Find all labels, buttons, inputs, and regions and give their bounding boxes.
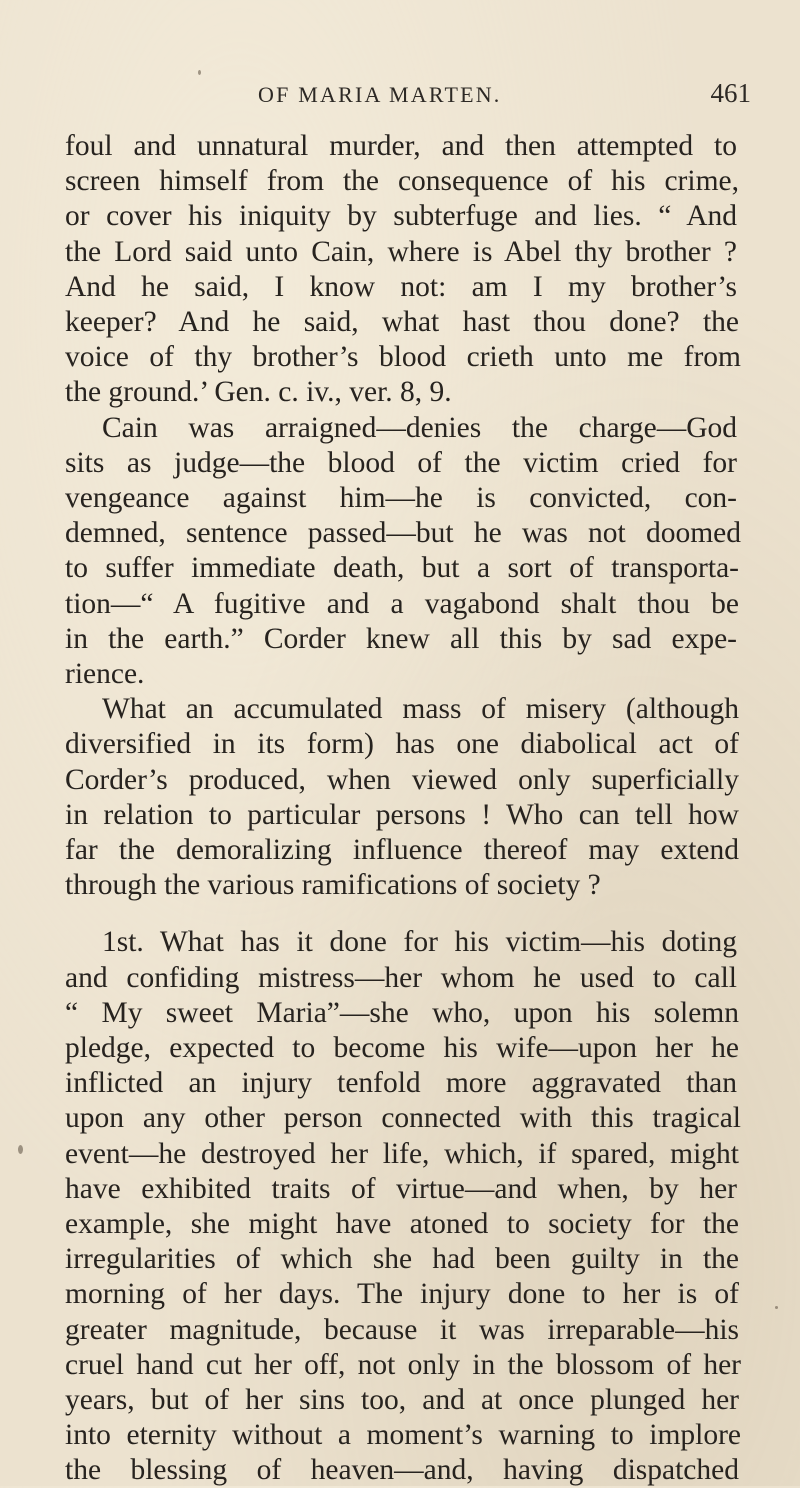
text-line: sits as judge—the blood of the victim cried for (65, 446, 737, 479)
text-line: screen himself from the consequence of his crime, (65, 165, 739, 198)
text-line: the blessing of heaven—and, having dispatched (65, 1454, 739, 1487)
text-line: in relation to particular persons ! Who can tell how (65, 798, 739, 831)
paper-speck (198, 70, 201, 75)
text-line: into eternity without a moment’s warning to implore (65, 1419, 741, 1452)
text-line: Cain was arraigned—denies the charge—God (102, 411, 737, 444)
text-line: diversified in its form) has one diabolical act of (65, 728, 739, 761)
text-line: event—he destroyed her life, which, if spared, might (65, 1137, 739, 1170)
page-number: 461 (710, 78, 751, 108)
text-line: demned, sentence passed—but he was not doomed (65, 517, 741, 550)
text-line: “ My sweet Maria”—she who, upon his solemn (65, 996, 739, 1029)
text-line: And he said, I know not: am I my brother’s (65, 270, 737, 303)
text-line: in the earth.” Corder knew all this by sad expe- (65, 622, 737, 655)
text-line: inflicted an injury tenfold more aggravated than (65, 1067, 737, 1100)
text-line: greater magnitude, because it was irreparable—his (65, 1313, 739, 1346)
text-line: and confiding mistress—her whom he used to call (65, 961, 737, 994)
text-line: keeper? And he said, what hast thou done? the (65, 306, 739, 338)
text-line: cruel hand cut her off, not only in the blossom of her (65, 1348, 741, 1381)
text-line: through the various ramifications of society ? (65, 869, 601, 902)
text-line: vengeance against him—he is convicted, con- (65, 482, 737, 514)
text-line: irregularities of which she had been guilty in the (65, 1243, 739, 1276)
text-line: voice of thy brother’s blood crieth unto me from (65, 341, 741, 374)
text-line: the ground.’ Gen. c. iv., ver. 8, 9. (65, 376, 452, 409)
text-line: the Lord said unto Cain, where is Abel thy brother ? (65, 235, 737, 268)
paper-speck (775, 1306, 778, 1309)
text-line: Corder’s produced, when viewed only superficially (65, 763, 739, 796)
text-line: example, she might have atoned to society for the (65, 1208, 739, 1240)
text-line: tion—“ A fugitive and a vagabond shalt thou be (65, 587, 739, 620)
text-line: What an accumulated mass of misery (although (102, 693, 739, 726)
text-line: far the demoralizing influence thereof may extend (65, 834, 739, 866)
text-line: 1st. What has it done for his victim—his doting (102, 926, 737, 959)
running-title: OF MARIA MARTEN. (258, 82, 502, 107)
text-line: foul and unnatural murder, and then attempted to (65, 130, 737, 162)
text-line: rience. (65, 658, 145, 690)
text-line: years, but of her sins too, and at once plunged her (65, 1384, 739, 1416)
text-line: upon any other person connected with this tragical (65, 1102, 741, 1135)
paper-speck (18, 1145, 23, 1154)
text-line: have exhibited traits of virtue—and when, by her (65, 1172, 737, 1205)
text-line: to suffer immediate death, but a sort of transporta- (65, 552, 739, 585)
text-line: pledge, expected to become his wife—upon her he (65, 1032, 739, 1064)
text-line: or cover his iniquity by subterfuge and lies. “ And (65, 200, 737, 233)
text-line: morning of her days. The injury done to her is of (65, 1278, 739, 1311)
